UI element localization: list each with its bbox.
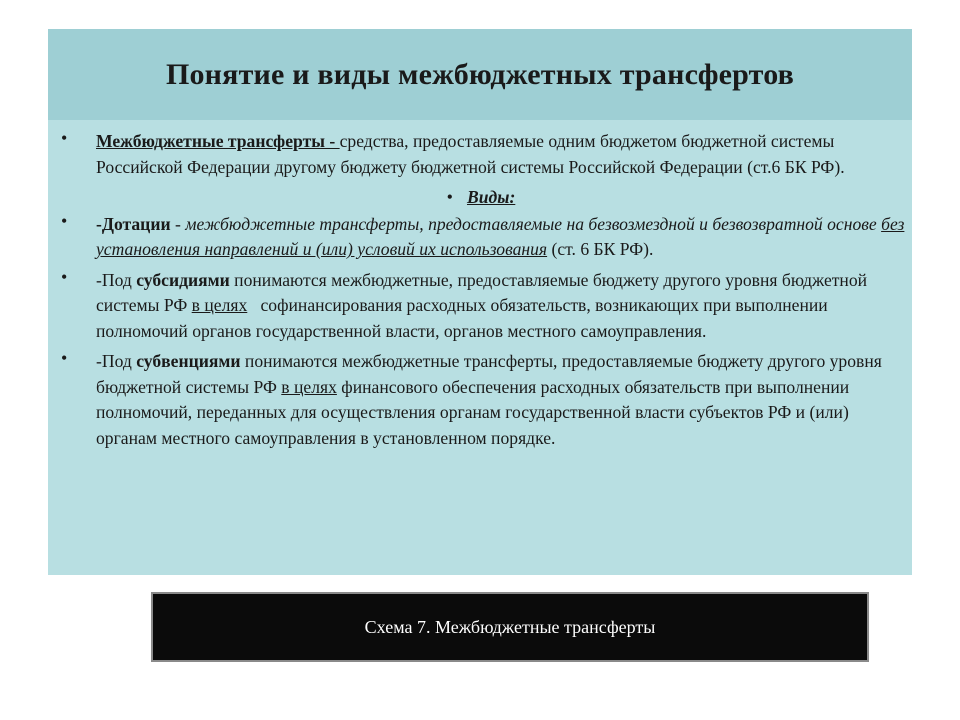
term-dotations: -Дотации <box>96 213 171 234</box>
term-subventions: субвенциями <box>136 351 241 371</box>
subsidies-text-end: софинансирования расходных обязательств, возникающих при выполнении полномочий органов государственной власти, органов местного самоуправления. <box>96 295 833 341</box>
slide-panel <box>48 29 912 575</box>
bullet-icon: • <box>446 187 453 207</box>
bullet-icon: • <box>61 210 68 231</box>
dotations-underlined: без установления направлений и (или) условий их использования <box>96 213 905 259</box>
caption-box <box>151 592 869 662</box>
subsidies-text: понимаются межбюджетные, предоставляемые бюджету другого уровня бюджетной системы РФ <box>96 269 868 315</box>
dotations-text: - межбюджетные трансферты, предоставляемые на безвозмездной и безвозвратной основе <box>170 213 882 234</box>
list-item-subsidies <box>56 268 906 345</box>
bullet-icon: • <box>61 348 68 368</box>
dotations-text-end: (ст. 6 БК РФ). <box>547 239 654 259</box>
subventions-text: понимаются межбюджетные трансферты, предоставляемые бюджету другого уровня бюджетной системы РФ <box>96 351 882 397</box>
definition-text: средства, предоставляемые одним бюджетом бюджетной системы Российской Федерации другому бюджету бюджетной системы Российской Федерации (ст.6 БК РФ). <box>96 131 845 177</box>
bullet-icon: • <box>61 128 68 148</box>
term-subsidies: субсидиями <box>136 269 230 290</box>
caption-text: Схема 7. Межбюджетные трансферты <box>364 616 656 637</box>
subventions-text-end: финансового обеспечения расходных обязательств при выполнении полномочий, переданных для осуществления органам государственной власти субъектов РФ и (или) органам местного самоуправления в установленном порядке. <box>96 376 850 448</box>
list-item-dotations <box>56 212 906 263</box>
subsidies-prefix: -Под <box>96 269 137 290</box>
slide-title: Понятие и виды межбюджетных трансфертов <box>165 57 795 91</box>
slide-body <box>56 129 906 456</box>
term-transfers: Межбюджетные трансферты - <box>96 131 340 151</box>
list-item-definition <box>56 129 906 180</box>
types-heading: Виды: <box>466 187 516 207</box>
subventions-underlined: в целях <box>281 376 337 397</box>
list-item-subventions <box>56 349 906 451</box>
subsidies-underlined: в целях <box>191 295 248 315</box>
subventions-prefix: -Под <box>96 351 137 371</box>
list-item-types-heading <box>56 185 906 211</box>
bullet-icon: • <box>61 266 68 287</box>
title-bar <box>48 29 912 120</box>
